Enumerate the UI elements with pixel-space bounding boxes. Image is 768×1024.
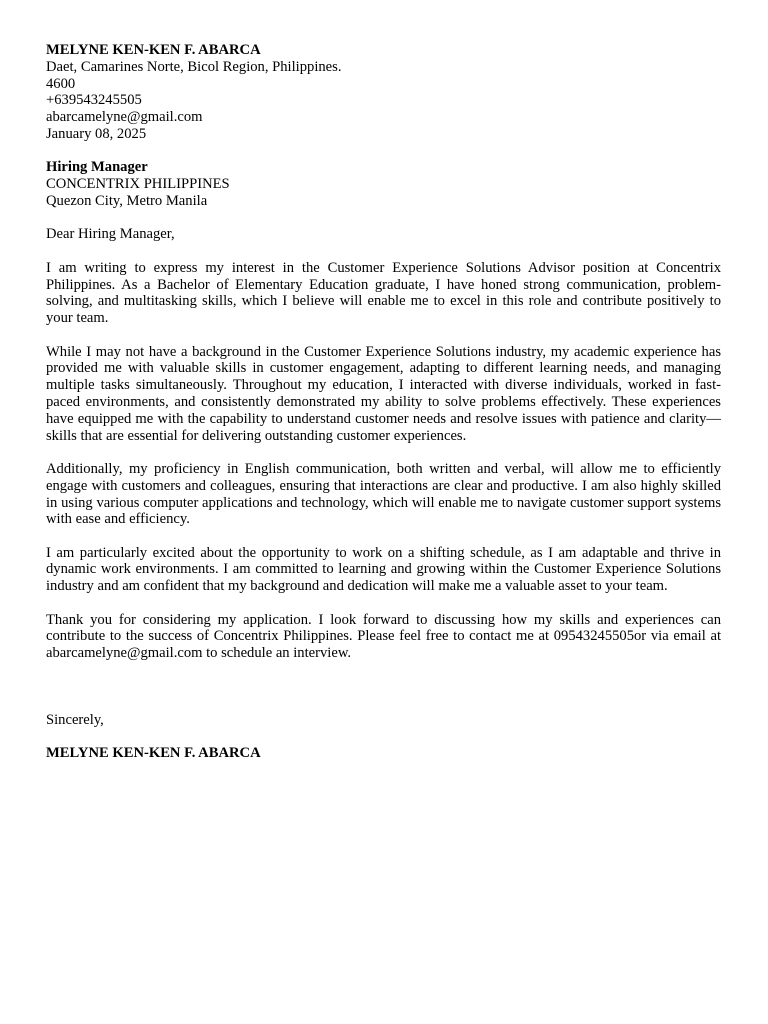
recipient-title: Hiring Manager xyxy=(46,159,148,176)
sender-email: abarcamelyne@gmail.com xyxy=(46,109,203,126)
body-paragraph-3: Additionally, my proficiency in English communication, both written and verbal, will allow me to efficiently engage with customers and colleagues, ensuring that interactions are clear and productive. I am also highly skilled in using various computer applications and technology, which will enable me to navigate customer support systems with ease and efficiency. xyxy=(46,460,721,528)
recipient-location: Quezon City, Metro Manila xyxy=(46,192,208,209)
sender-name: MELYNE KEN-KEN F. ABARCA xyxy=(46,42,261,58)
recipient-block xyxy=(46,159,721,209)
recipient-company: CONCENTRIX PHILIPPINES xyxy=(46,176,230,193)
body-paragraph-5: Thank you for considering my application. I look forward to discussing how my skills and experiences can contribute to the success of Concentrix Philippines. Please feel free to contact me at 09543245505or via email at abarcamelyne@gmail.com to schedule an interview. xyxy=(46,611,721,662)
sender-block xyxy=(46,42,721,143)
sender-address: Daet, Camarines Norte, Bicol Region, Philippines. xyxy=(46,58,342,75)
signature-name: MELYNE KEN-KEN F. ABARCA xyxy=(46,745,261,762)
body-paragraph-4: I am particularly excited about the opportunity to work on a shifting schedule, as I am adaptable and thrive in dynamic work environments. I am committed to learning and growing within the Customer Experience Solutions industry and am confident that my background and dedication will make me a valuable asset to your team. xyxy=(46,544,721,595)
salutation: Dear Hiring Manager, xyxy=(46,226,175,243)
body-paragraph-1: I am writing to express my interest in the Customer Experience Solutions Advisor position at Concentrix Philippines. As a Bachelor of Elementary Education graduate, I have honed strong communication, problem-solving, and multitasking skills, which I believe will enable me to excel in this role and contribute positively to your team. xyxy=(46,259,721,327)
sender-zip: 4600 xyxy=(46,75,76,92)
closing: Sincerely, xyxy=(46,712,104,729)
sender-phone: +639543245505 xyxy=(46,92,142,109)
letter-date: January 08, 2025 xyxy=(46,125,147,142)
body-paragraph-2: While I may not have a background in the Customer Experience Solutions industry, my academic experience has provided me with valuable skills in customer engagement, adapting to different learning needs, and managing multiple tasks simultaneously. Throughout my education, I interacted with diverse individuals, worked in fast-paced environments, and consistently demonstrated my ability to solve problems effectively. These experiences have equipped me with the capability to understand customer needs and resolve issues with patience and clarity—skills that are essential for delivering outstanding customer experiences. xyxy=(46,343,721,444)
cover-letter xyxy=(46,42,721,762)
